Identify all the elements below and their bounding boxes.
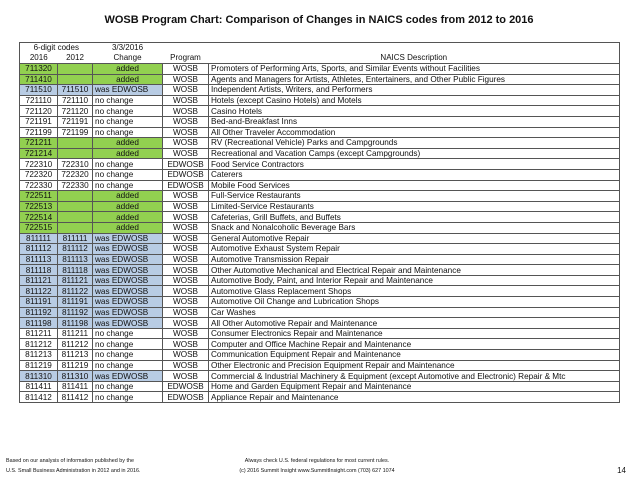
change-cell: added [93, 64, 163, 75]
description-cell: Caterers [209, 169, 620, 180]
change-cell: was EDWOSB [93, 297, 163, 308]
code-2012-cell: 811412 [58, 392, 93, 403]
code-2012-cell [58, 191, 93, 202]
program-cell: WOSB [163, 74, 209, 85]
description-cell: Limited-Service Restaurants [209, 201, 620, 212]
change-cell: no change [93, 106, 163, 117]
program-cell: EDWOSB [163, 159, 209, 170]
program-cell: WOSB [163, 339, 209, 350]
code-2012-cell: 811310 [58, 371, 93, 382]
description-cell: Agents and Managers for Artists, Athletes, Entertainers, and Other Public Figures [209, 74, 620, 85]
code-2016-cell: 811213 [20, 350, 58, 361]
code-2012-cell: 722310 [58, 159, 93, 170]
table-row [20, 392, 620, 403]
table-row [20, 350, 620, 361]
code-2012-cell: 721191 [58, 116, 93, 127]
program-cell: WOSB [163, 212, 209, 223]
program-cell: WOSB [163, 307, 209, 318]
code-2012-cell: 811192 [58, 307, 93, 318]
table-row [20, 371, 620, 382]
description-cell: Bed-and-Breakfast Inns [209, 116, 620, 127]
code-2016-cell: 721191 [20, 116, 58, 127]
code-2016-cell: 811191 [20, 297, 58, 308]
header-row-2 [20, 53, 620, 64]
col-2012-header: 2012 [66, 53, 84, 62]
description-cell: Automotive Transmission Repair [209, 254, 620, 265]
description-cell: Automotive Oil Change and Lubrication Shops [209, 297, 620, 308]
program-cell: EDWOSB [163, 392, 209, 403]
code-2016-cell: 811411 [20, 381, 58, 392]
header-row-1 [20, 43, 620, 54]
page-title: WOSB Program Chart: Comparison of Changes in NAICS codes from 2012 to 2016 [104, 14, 534, 26]
change-cell: no change [93, 95, 163, 106]
program-cell: WOSB [163, 275, 209, 286]
code-2012-cell: 811113 [58, 254, 93, 265]
table-row [20, 297, 620, 308]
code-2012-cell: 721110 [58, 95, 93, 106]
code-2016-cell: 811192 [20, 307, 58, 318]
change-cell: no change [93, 350, 163, 361]
program-cell: WOSB [163, 138, 209, 149]
table-row [20, 138, 620, 149]
program-cell: WOSB [163, 350, 209, 361]
change-cell: no change [93, 127, 163, 138]
table-row [20, 244, 620, 255]
change-cell: no change [93, 381, 163, 392]
code-2012-cell [58, 212, 93, 223]
description-cell: RV (Recreational Vehicle) Parks and Campgrounds [209, 138, 620, 149]
description-cell: Food Service Contractors [209, 159, 620, 170]
change-cell: no change [93, 180, 163, 191]
change-cell: added [93, 148, 163, 159]
program-cell: WOSB [163, 201, 209, 212]
program-cell: WOSB [163, 286, 209, 297]
date-label: 3/3/2016 [93, 43, 163, 54]
change-cell: no change [93, 116, 163, 127]
col-desc-header: NAICS Description [209, 53, 620, 64]
code-2012-cell: 721199 [58, 127, 93, 138]
table-row [20, 159, 620, 170]
program-cell: WOSB [163, 254, 209, 265]
description-cell: Automotive Body, Paint, and Interior Repair and Maintenance [209, 275, 620, 286]
code-2016-cell: 721120 [20, 106, 58, 117]
code-2016-cell: 722320 [20, 169, 58, 180]
table-row [20, 127, 620, 138]
program-cell: EDWOSB [163, 381, 209, 392]
program-cell: WOSB [163, 297, 209, 308]
table-row [20, 360, 620, 371]
table-row [20, 180, 620, 191]
table-row [20, 201, 620, 212]
change-cell: no change [93, 392, 163, 403]
code-2012-cell: 811198 [58, 318, 93, 329]
naics-table [19, 42, 620, 403]
description-cell: Commercial & Industrial Machinery & Equipment (except Automotive and Electronic) Repair & Mtc [209, 371, 620, 382]
change-cell: no change [93, 339, 163, 350]
code-2016-cell: 711320 [20, 64, 58, 75]
description-cell: Consumer Electronics Repair and Maintenance [209, 328, 620, 339]
change-cell: was EDWOSB [93, 286, 163, 297]
description-cell: Automotive Glass Replacement Shops [209, 286, 620, 297]
code-2016-cell: 722511 [20, 191, 58, 202]
code-2012-cell: 811212 [58, 339, 93, 350]
footer-right [217, 456, 417, 476]
code-2016-cell: 811198 [20, 318, 58, 329]
change-cell: no change [93, 159, 163, 170]
description-cell: Casino Hotels [209, 106, 620, 117]
change-cell: was EDWOSB [93, 265, 163, 276]
program-cell: WOSB [163, 191, 209, 202]
code-2016-cell: 811310 [20, 371, 58, 382]
program-cell: WOSB [163, 328, 209, 339]
table-row [20, 254, 620, 265]
code-2012-cell: 721120 [58, 106, 93, 117]
program-cell: WOSB [163, 233, 209, 244]
table-row [20, 191, 620, 202]
code-2012-cell: 811191 [58, 297, 93, 308]
change-cell: added [93, 222, 163, 233]
code-2016-cell: 811113 [20, 254, 58, 265]
change-cell: added [93, 212, 163, 223]
table-row [20, 339, 620, 350]
code-2016-cell: 722515 [20, 222, 58, 233]
footer-copyright: (c) 2016 Summit Insight www.SummitInsight.com (703) 627 1074 [239, 468, 395, 474]
program-cell: EDWOSB [163, 169, 209, 180]
code-2012-cell: 811213 [58, 350, 93, 361]
code-2012-cell: 711510 [58, 85, 93, 96]
code-2012-cell: 811211 [58, 328, 93, 339]
program-cell: WOSB [163, 222, 209, 233]
col-2016-header: 2016 [20, 53, 58, 64]
code-2016-cell: 811219 [20, 360, 58, 371]
table-row [20, 85, 620, 96]
program-cell: WOSB [163, 148, 209, 159]
table-row [20, 233, 620, 244]
change-cell: added [93, 74, 163, 85]
code-2016-cell: 711510 [20, 85, 58, 96]
codes-label: 6-digit codes [20, 43, 93, 54]
description-cell: Promoters of Performing Arts, Sports, and Similar Events without Facilities [209, 64, 620, 75]
change-cell: was EDWOSB [93, 254, 163, 265]
description-cell: Cafeterias, Grill Buffets, and Buffets [209, 212, 620, 223]
code-2012-cell [58, 148, 93, 159]
code-2016-cell: 811122 [20, 286, 58, 297]
code-2016-cell: 811121 [20, 275, 58, 286]
code-2012-cell [58, 138, 93, 149]
program-cell: WOSB [163, 371, 209, 382]
table-row [20, 169, 620, 180]
description-cell: Mobile Food Services [209, 180, 620, 191]
description-cell: Full-Service Restaurants [209, 191, 620, 202]
description-cell: Other Automotive Mechanical and Electrical Repair and Maintenance [209, 265, 620, 276]
code-2016-cell: 811111 [20, 233, 58, 244]
code-2012-cell [58, 222, 93, 233]
table-row [20, 286, 620, 297]
code-2016-cell: 722330 [20, 180, 58, 191]
code-2012-cell: 811118 [58, 265, 93, 276]
description-cell: Appliance Repair and Maintenance [209, 392, 620, 403]
description-cell: Computer and Office Machine Repair and Maintenance [209, 339, 620, 350]
table-row [20, 74, 620, 85]
table-row [20, 328, 620, 339]
change-cell: no change [93, 328, 163, 339]
table-row [20, 381, 620, 392]
table-row [20, 64, 620, 75]
program-cell: WOSB [163, 318, 209, 329]
code-2012-cell: 811122 [58, 286, 93, 297]
description-cell: All Other Automotive Repair and Maintenance [209, 318, 620, 329]
table-row [20, 106, 620, 117]
code-2016-cell: 721199 [20, 127, 58, 138]
code-2016-cell: 722513 [20, 201, 58, 212]
col-change-header: Change [113, 53, 142, 62]
program-cell: WOSB [163, 265, 209, 276]
col-program-header: Program [170, 53, 201, 62]
footer-left [6, 456, 141, 476]
code-2012-cell: 811121 [58, 275, 93, 286]
code-2016-cell: 722310 [20, 159, 58, 170]
table-row [20, 148, 620, 159]
description-cell: Other Electronic and Precision Equipment Repair and Maintenance [209, 360, 620, 371]
code-2016-cell: 721211 [20, 138, 58, 149]
code-2012-cell: 811411 [58, 381, 93, 392]
change-cell: was EDWOSB [93, 307, 163, 318]
description-cell: Home and Garden Equipment Repair and Maintenance [209, 381, 620, 392]
change-cell: was EDWOSB [93, 318, 163, 329]
code-2016-cell: 811211 [20, 328, 58, 339]
description-cell: Communication Equipment Repair and Maintenance [209, 350, 620, 361]
program-cell: WOSB [163, 127, 209, 138]
table-row [20, 116, 620, 127]
table-row [20, 275, 620, 286]
description-cell: Independent Artists, Writers, and Performers [209, 85, 620, 96]
code-2012-cell [58, 201, 93, 212]
change-cell: added [93, 191, 163, 202]
code-2012-cell: 811219 [58, 360, 93, 371]
program-cell: WOSB [163, 116, 209, 127]
table-row [20, 222, 620, 233]
footer-source-line2: U.S. Small Business Administration in 2012 and in 2016. [6, 468, 141, 474]
table-row [20, 318, 620, 329]
program-cell: EDWOSB [163, 180, 209, 191]
code-2016-cell: 811212 [20, 339, 58, 350]
change-cell: was EDWOSB [93, 371, 163, 382]
table-row [20, 95, 620, 106]
change-cell: was EDWOSB [93, 85, 163, 96]
code-2016-cell: 721110 [20, 95, 58, 106]
description-cell: Hotels (except Casino Hotels) and Motels [209, 95, 620, 106]
table-row [20, 307, 620, 318]
change-cell: no change [93, 169, 163, 180]
program-cell: WOSB [163, 95, 209, 106]
program-cell: WOSB [163, 106, 209, 117]
description-cell: Car Washes [209, 307, 620, 318]
code-2012-cell: 722320 [58, 169, 93, 180]
code-2012-cell: 811111 [58, 233, 93, 244]
program-cell: WOSB [163, 85, 209, 96]
code-2012-cell [58, 74, 93, 85]
description-cell: Recreational and Vacation Camps (except Campgrounds) [209, 148, 620, 159]
change-cell: was EDWOSB [93, 244, 163, 255]
change-cell: was EDWOSB [93, 275, 163, 286]
table-row [20, 265, 620, 276]
description-cell: Automotive Exhaust System Repair [209, 244, 620, 255]
footer-source-line1: Based on our analysis of information published by the [6, 458, 134, 464]
code-2016-cell: 811118 [20, 265, 58, 276]
code-2012-cell [58, 64, 93, 75]
code-2016-cell: 722514 [20, 212, 58, 223]
change-cell: was EDWOSB [93, 233, 163, 244]
change-cell: no change [93, 360, 163, 371]
footer-disclaimer: Always check U.S. federal regulations for most current rules. [244, 458, 390, 464]
change-cell: added [93, 138, 163, 149]
code-2016-cell: 711410 [20, 74, 58, 85]
change-cell: added [93, 201, 163, 212]
description-cell: All Other Traveler Accommodation [209, 127, 620, 138]
program-cell: WOSB [163, 244, 209, 255]
code-2012-cell: 811112 [58, 244, 93, 255]
description-cell: General Automotive Repair [209, 233, 620, 244]
program-cell: WOSB [163, 64, 209, 75]
program-cell: WOSB [163, 360, 209, 371]
code-2012-cell: 722330 [58, 180, 93, 191]
description-cell: Snack and Nonalcoholic Beverage Bars [209, 222, 620, 233]
code-2016-cell: 811112 [20, 244, 58, 255]
table-row [20, 212, 620, 223]
code-2016-cell: 811412 [20, 392, 58, 403]
code-2016-cell: 721214 [20, 148, 58, 159]
page-number: 14 [617, 466, 626, 475]
